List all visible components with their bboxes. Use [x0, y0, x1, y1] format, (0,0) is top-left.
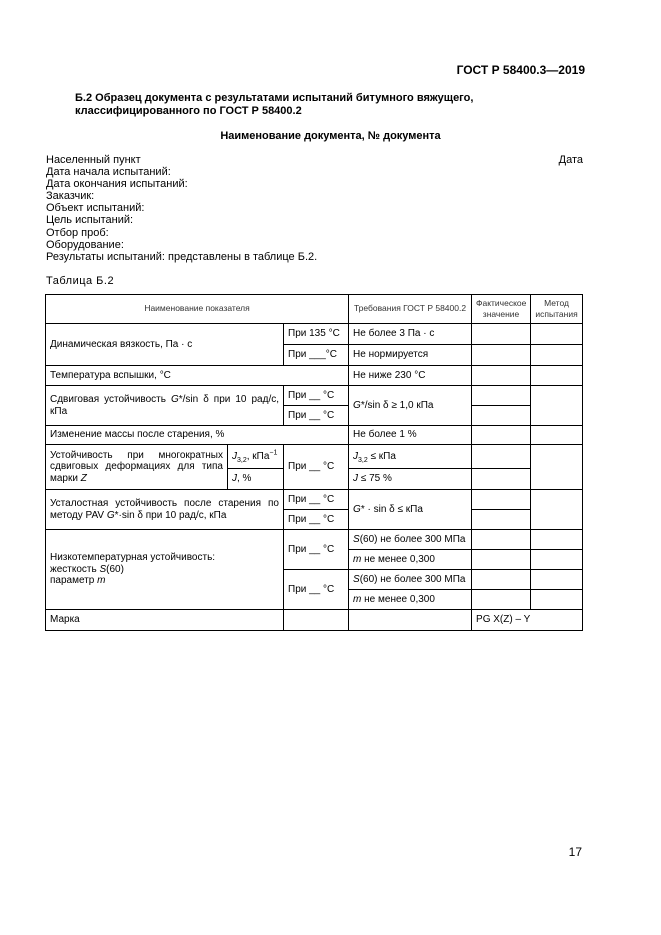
shear-actual-2	[472, 406, 531, 426]
document-title: Наименование документа, № документа	[220, 130, 441, 142]
lowtemp-cond-2: При __ °С	[284, 570, 349, 610]
table-row	[46, 324, 583, 345]
pav-name: Усталостная устойчивость после старения по методу PAV G*·sin δ при 10 рад/с, кПа	[46, 490, 284, 530]
mass-actual	[472, 426, 531, 445]
table-header-row	[46, 295, 583, 324]
lowtemp-actual-2	[472, 550, 531, 570]
lowtemp-req-s-2: S(60) не более 300 МПа	[349, 570, 472, 590]
table-row	[46, 366, 583, 386]
field-results: Результаты испытаний: представлены в таблице Б.2.	[46, 250, 318, 263]
pav-actual-1	[472, 490, 531, 510]
field-settlement: Населенный пункт	[46, 154, 141, 166]
mass-method	[531, 426, 583, 445]
viscosity-cond-1: При 135 °С	[284, 324, 349, 345]
lowtemp-cond-1: При __ °С	[284, 530, 349, 570]
document-code: ГОСТ Р 58400.3—2019	[456, 63, 585, 77]
header-method: Метод испытания	[531, 295, 583, 324]
flash-actual	[472, 366, 531, 386]
shear-actual-1	[472, 386, 531, 406]
lowtemp-req-s-1: S(60) не более 300 МПа	[349, 530, 472, 550]
lowtemp-actual-4	[472, 590, 531, 610]
flash-req: Не ниже 230 °С	[349, 366, 472, 386]
shear-req: G*/sin δ ≥ 1,0 кПа	[349, 386, 472, 426]
viscosity-cond-2: При ___°С	[284, 345, 349, 366]
lowtemp-actual-3	[472, 570, 531, 590]
viscosity-req-1: Не более 3 Па · с	[349, 324, 472, 345]
mass-req: Не более 1 %	[349, 426, 472, 445]
msc-cond: При __ °С	[284, 445, 349, 490]
page-number: 17	[568, 845, 582, 859]
msc-method	[531, 445, 583, 490]
flash-method	[531, 366, 583, 386]
table-row	[46, 610, 583, 631]
pav-cond-2: При __ °С	[284, 510, 349, 530]
msc-actual-2	[472, 469, 531, 490]
msc-req-2: J ≤ 75 %	[349, 469, 472, 490]
date-label: Дата	[558, 154, 583, 166]
lowtemp-method-4	[531, 590, 583, 610]
msc-name: Устойчивость при многократных сдвиговых деформациях для типа марки Z	[46, 445, 228, 490]
lowtemp-req-m-1: m не менее 0,300	[349, 550, 472, 570]
field-end-date: Дата окончания испытаний:	[46, 178, 188, 191]
pav-actual-2	[472, 510, 531, 530]
field-sampling: Отбор проб:	[46, 226, 109, 239]
viscosity-method-2	[531, 345, 583, 366]
lowtemp-method-2	[531, 550, 583, 570]
table-row	[46, 490, 583, 510]
viscosity-name: Динамическая вязкость, Па · с	[46, 324, 284, 366]
viscosity-actual-2	[472, 345, 531, 366]
section-title: Б.2 Образец документа с результатами испытаний битумного вяжущего, классифицированного по ГОСТ Р 58400.2	[75, 92, 474, 117]
results-table	[45, 294, 583, 631]
table-row	[46, 530, 583, 550]
lowtemp-actual-1	[472, 530, 531, 550]
field-customer: Заказчик:	[46, 190, 95, 203]
grade-name: Марка	[46, 610, 284, 631]
flash-name: Температура вспышки, °С	[46, 366, 349, 386]
mass-name: Изменение массы после старения, %	[46, 426, 349, 445]
table-row	[46, 386, 583, 406]
header-requirements: Требования ГОСТ Р 58400.2	[349, 295, 472, 324]
lowtemp-req-m-2: m не менее 0,300	[349, 590, 472, 610]
table-caption: Таблица Б.2	[46, 275, 115, 287]
lowtemp-name: Низкотемпературная устойчивость: жесткость S(60) параметр m	[46, 530, 284, 610]
header-name: Наименование показателя	[46, 295, 349, 324]
shear-method	[531, 386, 583, 426]
lowtemp-method-1	[531, 530, 583, 550]
viscosity-req-2: Не нормируется	[349, 345, 472, 366]
field-test-purpose: Цель испытаний:	[46, 214, 134, 227]
grade-req	[349, 610, 472, 631]
pav-req: G* · sin δ ≤ кПа	[349, 490, 472, 530]
msc-jnr-label: $J_{3,2}$, кПа$^{-1}$	[228, 445, 284, 469]
grade-cond	[284, 610, 349, 631]
msc-jp-label: J, %	[228, 469, 284, 490]
shear-name: Сдвиговая устойчивость G*/sin δ при 10 рад/с, кПа	[46, 386, 284, 426]
viscosity-actual-1	[472, 324, 531, 345]
msc-actual-1	[472, 445, 531, 469]
pav-method	[531, 490, 583, 530]
msc-req-1: $J_{3,2}$ ≤ кПа	[349, 445, 472, 469]
shear-cond-1: При __ °С	[284, 386, 349, 406]
table-row	[46, 445, 583, 469]
document-fields	[46, 154, 586, 263]
shear-cond-2: При __ °С	[284, 406, 349, 426]
field-start-date: Дата начала испытаний:	[46, 166, 171, 179]
field-equipment: Оборудование:	[46, 238, 124, 251]
grade-value: PG X(Z) – Y	[472, 610, 583, 631]
lowtemp-method-3	[531, 570, 583, 590]
header-actual: Фактическое значение	[472, 295, 531, 324]
table-row	[46, 426, 583, 445]
pav-cond-1: При __ °С	[284, 490, 349, 510]
field-test-object: Объект испытаний:	[46, 202, 145, 215]
viscosity-method-1	[531, 324, 583, 345]
